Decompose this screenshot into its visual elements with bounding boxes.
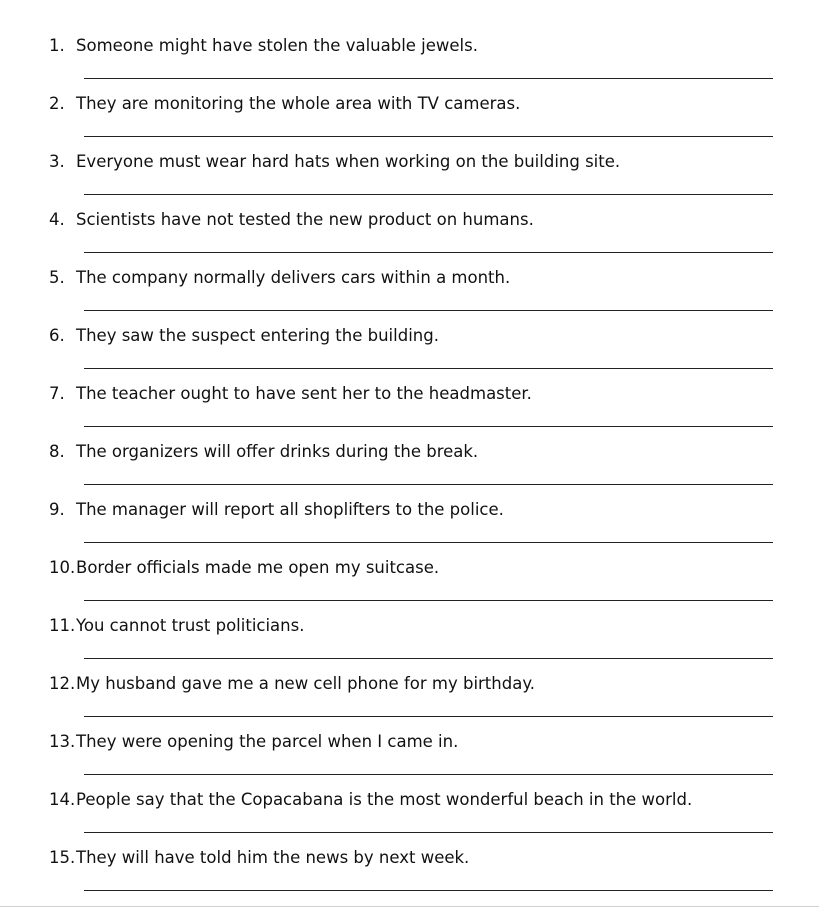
item-sentence: You cannot trust politicians. <box>76 616 305 635</box>
exercise-item-6 <box>0 290 819 348</box>
item-sentence: The company normally delivers cars within a month. <box>76 268 511 287</box>
exercise-item-11 <box>0 580 819 638</box>
exercise-item-8 <box>0 406 819 464</box>
item-number: 4. <box>49 210 65 229</box>
exercise-item-13 <box>0 696 819 754</box>
item-number: 13. <box>49 732 76 751</box>
item-sentence: Everyone must wear hard hats when working on the building site. <box>76 152 621 171</box>
item-number: 6. <box>49 326 65 345</box>
exercise-item-15 <box>0 812 819 870</box>
exercise-item-1 <box>0 0 819 58</box>
item-number: 1. <box>49 36 65 55</box>
item-number: 9. <box>49 500 65 519</box>
item-number: 11. <box>49 616 76 635</box>
item-sentence: They will have told him the news by next week. <box>76 848 470 867</box>
item-sentence: People say that the Copacabana is the most wonderful beach in the world. <box>76 790 693 809</box>
item-sentence: Border officials made me open my suitcase. <box>76 558 440 577</box>
item-sentence: The organizers will offer drinks during the break. <box>76 442 479 461</box>
exercise-item-14 <box>0 754 819 812</box>
answer-line[interactable] <box>84 890 773 891</box>
item-number: 3. <box>49 152 65 171</box>
item-sentence: They are monitoring the whole area with TV cameras. <box>76 94 521 113</box>
item-sentence: The teacher ought to have sent her to the headmaster. <box>76 384 532 403</box>
item-number: 12. <box>49 674 76 693</box>
item-sentence: Someone might have stolen the valuable jewels. <box>76 36 478 55</box>
item-number: 14. <box>49 790 76 809</box>
exercise-item-3 <box>0 116 819 174</box>
item-number: 5. <box>49 268 65 287</box>
item-number: 2. <box>49 94 65 113</box>
item-number: 7. <box>49 384 65 403</box>
exercise-item-4 <box>0 174 819 232</box>
item-sentence: The manager will report all shoplifters to the police. <box>76 500 504 519</box>
exercise-item-5 <box>0 232 819 290</box>
item-sentence: Scientists have not tested the new product on humans. <box>76 210 534 229</box>
exercise-item-7 <box>0 348 819 406</box>
item-number: 15. <box>49 848 76 867</box>
exercise-item-12 <box>0 638 819 696</box>
exercise-item-10 <box>0 522 819 580</box>
page-bottom-divider <box>0 906 819 907</box>
item-sentence: My husband gave me a new cell phone for my birthday. <box>76 674 535 693</box>
item-number: 8. <box>49 442 65 461</box>
item-sentence: They were opening the parcel when I came in. <box>76 732 459 751</box>
item-number: 10. <box>49 558 76 577</box>
item-sentence: They saw the suspect entering the building. <box>76 326 439 345</box>
exercise-item-9 <box>0 464 819 522</box>
exercise-item-2 <box>0 58 819 116</box>
